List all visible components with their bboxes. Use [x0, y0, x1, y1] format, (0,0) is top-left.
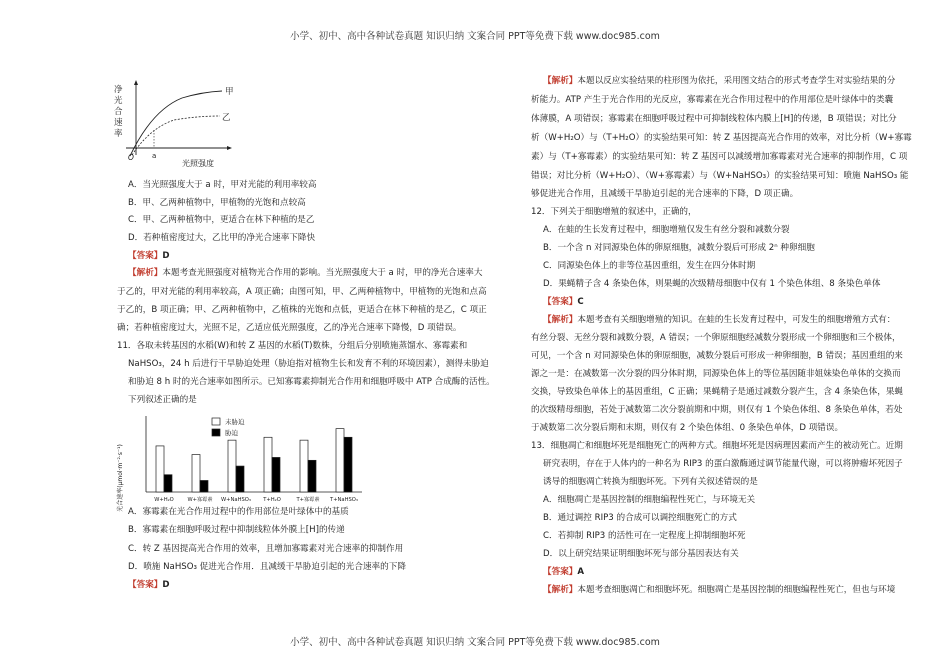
- q11-stem-line-4: 下列叙述正确的是: [128, 395, 197, 405]
- legend-swatch: [212, 418, 220, 425]
- q11-option-b: B．寡霉素在细胞呼吸过程中抑制线粒体外膜上[H]的传递: [128, 525, 345, 535]
- ylabel-char: 净: [114, 85, 123, 95]
- q10-answer: [128, 250, 170, 262]
- analysis-text: 本题以反应实验结果的柱形图为依托，采用图文结合的形式考查学生对实验结果的分: [577, 76, 896, 86]
- legend-label: 胁迫: [225, 429, 238, 437]
- q10-option-c: C．甲、乙两种植物中，更适合在林下种植的是乙: [128, 215, 315, 225]
- q13-stem-line-1: 13．细胞凋亡和细胞坏死是细胞死亡的两种方式。细胞坏死是因病理因素而产生的被动死亡。近期: [531, 441, 903, 451]
- analysis-label: 【解析】: [543, 315, 578, 325]
- graph-ylabel: [114, 84, 123, 139]
- analysis-text: 本题考查细胞凋亡和细胞坏死。细胞凋亡是基因控制的细胞编程性死亡，但也与环境: [577, 585, 896, 595]
- q11-stem-line-1: 11．各取未转基因的水稻(W)和转 Z 基因的水稻(T)数株，分组后分别喷施蒸馏水、寡霉素和: [117, 341, 468, 351]
- q12-analysis-line-4: 源之一是：在减数第一次分裂的四分体时期，同源染色体上的等位基因随非姐妹染色单体的交换而: [531, 369, 901, 379]
- q13-option-d: D．以上研究结果证明细胞坏死与部分基因表达有关: [543, 549, 739, 559]
- q11-stem-line-2: NaHSO₃，24 h 后进行干旱胁迫处理（胁迫指对植物生长和发育不利的环境因素），测得未胁迫: [128, 359, 489, 369]
- ylabel-char: 合: [114, 107, 123, 117]
- q11-option-d: D．喷施 NaHSO₃ 促进光合作用．且减缓干旱胁迫引起的光合速率的下降: [128, 562, 406, 572]
- chart-bar: [156, 446, 164, 492]
- curve-jia-label: 甲: [225, 87, 234, 97]
- q12-analysis-line-5: 交换，导致染色单体上的基因重组，C 正确；果蝇精子是通过减数分裂产生，含 4 条染色体，果蝇: [531, 387, 904, 397]
- legend-label: 未胁迫: [225, 418, 245, 426]
- q10-analysis-line-3: 于乙的，B 项正确；甲、乙两种植物中，乙植株的光饱和点低，更适合在林下种植的是乙，C 项正: [117, 305, 487, 315]
- q11-option-c: C．转 Z 基因提高光合作用的效率，且增加寡霉素对光合速率的抑制作用: [128, 544, 404, 554]
- chart-ylabel: 光合速率(μmol·m⁻²·s⁻¹): [117, 444, 124, 512]
- q13-option-c: C．若抑制 RIP3 的活性可在一定程度上抑制细胞坏死: [543, 531, 746, 541]
- answer-label: 【答案】: [543, 567, 578, 577]
- answer-label: 【答案】: [128, 580, 163, 590]
- chart-bar: [200, 480, 208, 492]
- q11-analysis-line-1: [543, 75, 895, 87]
- chart-bar: [300, 440, 308, 492]
- ylabel-char: 速: [114, 118, 123, 128]
- q11-analysis-line-5: 素）与（T+寡霉素）的实验结果可知：转 Z 基因可以减缓增加寡霉素对光合速率的抑制作用，C 项: [531, 152, 908, 162]
- q12-answer: [543, 296, 584, 308]
- chart-bar: [164, 475, 172, 492]
- q10-analysis-line-4: 确；若种植密度过大，光照不足，乙适应低光照强度，乙的净光合速率下降慢，D 项错误。: [117, 323, 462, 333]
- answer-label: 【答案】: [543, 297, 578, 307]
- answer-label: 【答案】: [128, 251, 163, 261]
- chart-legend: [212, 417, 245, 437]
- answer-value: D: [162, 251, 170, 261]
- graph-xlabel: 光照强度: [182, 159, 214, 168]
- q13-stem-line-2: 研究表明，存在于人体内的一种名为 RIP3 的蛋白激酶通过调节能量代谢，可以将肿瘤坏死因子: [543, 459, 903, 469]
- q11-stem-line-3: 和胁迫 8 h 时的光合速率如图所示。已知寡霉素抑制光合作用和细胞呼吸中 ATP 合成酶的活性。: [128, 377, 495, 387]
- analysis-label: 【解析】: [128, 268, 163, 278]
- chart-category-label: T+NaHSO₃: [330, 497, 358, 503]
- chart-category-label: W+H₂O: [154, 497, 174, 503]
- ylabel-char: 率: [114, 129, 123, 139]
- page-footer: 小学、初中、高中各种试卷真题 知识归纳 文案合同 PPT等免费下载 www.doc985.com: [290, 637, 660, 648]
- curve-yi: [132, 116, 220, 155]
- q12-stem: 12．下列关于细胞增殖的叙述中，正确的，: [531, 207, 697, 217]
- chart-category-label: T+寡霉素: [296, 497, 320, 503]
- q13-analysis-line-1: [543, 584, 895, 596]
- chart-bar: [344, 437, 352, 492]
- q12-analysis-line-1: [543, 314, 895, 326]
- analysis-text: 本题考查有关细胞增殖的知识。在蛙的生长发育过程中，可发生的细胞增殖方式有：: [577, 315, 896, 325]
- q11-analysis-line-3: 体薄膜，A 项错误；寡霉素在细胞呼吸过程中可抑制线粒体内膜上[H]的传递，B 项错误；对比分: [531, 114, 897, 124]
- chart-bar: [336, 429, 344, 492]
- answer-value: D: [162, 580, 170, 590]
- q11-option-a: A．寡霉素在光合作用过程中的作用部位是叶绿体中的基质: [128, 507, 349, 517]
- chart-category-label: T+H₂O: [263, 497, 281, 503]
- chart-bar: [192, 455, 200, 492]
- q13-stem-line-3: 诱导的细胞凋亡转换为细胞坏死。下列有关叙述错误的是: [543, 477, 758, 487]
- q12-analysis-line-7: 于减数第二次分裂后期和末期，则仅有 2 个染色体组、0 条染色单体，D 项错误。: [531, 423, 844, 433]
- q12-analysis-line-6: 的次级精母细胞，若处于减数第二次分裂前期和中期，则仅有 1 个染色体组、8 条染色单体，若处: [531, 405, 903, 415]
- q12-analysis-line-3: 可见，一个含 n 对同源染色体的卵原细胞，减数分裂后可形成一种卵细胞，B 错误；基因重组的来: [531, 351, 903, 361]
- analysis-label: 【解析】: [543, 76, 578, 86]
- chart-bar: [236, 466, 244, 492]
- q12-option-d: D．果蝇精子含 4 条染色体，则果蝇的次级精母细胞中仅有 1 个染色体组、8 条染色单体: [543, 279, 881, 289]
- graph-a-label: a: [152, 152, 157, 160]
- q12-option-b: B．一个含 n 对同源染色体的卵原细胞，减数分裂后可形成 2ⁿ 种卵细胞: [543, 243, 815, 253]
- curve-jia: [130, 91, 222, 156]
- q10-analysis-line-1: [128, 267, 483, 279]
- q11-analysis-line-2: 析能力。ATP 产生于光合作用的光反应，寡霉素在光合作用过程中的作用部位是叶绿体中的类囊: [531, 95, 894, 105]
- q12-option-c: C．同源染色体上的非等位基因重组，发生在四分体时期: [543, 261, 756, 271]
- q11-analysis-line-6: 错误；对比分析（W+H₂O）、（W+寡霉素）与（W+NaHSO₃）的实验结果可知：喷施 NaHSO₃ 能: [531, 171, 909, 181]
- q12-option-a: A．在蛙的生长发育过程中，细胞增殖仅发生有丝分裂和减数分裂: [543, 225, 790, 235]
- q11-answer: [128, 579, 170, 591]
- chart-bar: [264, 437, 272, 492]
- q10-analysis-line-2: 于乙的，甲对光能的利用率较高，A 项正确；由图可知，甲、乙两种植物中，甲植物的光饱和点高: [117, 287, 487, 297]
- curve-yi-label: 乙: [222, 113, 231, 123]
- q10-option-d: D．若种植密度过大，乙比甲的净光合速率下降快: [128, 233, 316, 243]
- chart-category-label: W+寡霉素: [187, 497, 213, 503]
- q12-analysis-line-2: 有丝分裂、无丝分裂和减数分裂，A 错误；一个卵原细胞经减数分裂形成一个卵细胞和三个极体，: [531, 333, 901, 343]
- legend-swatch: [212, 429, 220, 436]
- q13-option-b: B．通过调控 RIP3 的合成可以调控细胞死亡的方式: [543, 513, 737, 523]
- chart-category-label: W+NaHSO₃: [221, 497, 251, 503]
- chart-bar: [272, 457, 280, 492]
- ylabel-char: 光: [114, 96, 123, 106]
- chart-bar: [228, 440, 236, 492]
- q13-option-a: A．细胞凋亡是基因控制的细胞编程性死亡，与环境无关: [543, 495, 756, 505]
- q13-answer: [543, 566, 584, 578]
- page-header: 小学、初中、高中各种试卷真题 知识归纳 文案合同 PPT等免费下载 www.doc985.com: [290, 31, 660, 42]
- answer-value: C: [577, 297, 584, 307]
- q11-analysis-line-4: 析（W+H₂O）与（T+H₂O）的实验结果可知：转 Z 基因提高光合作用的效率，对比分析（W+寡霉: [531, 133, 912, 143]
- analysis-label: 【解析】: [543, 585, 578, 595]
- analysis-text: 本题考查光照强度对植物光合作用的影响。当光照强度大于 a 时，甲的净光合速率大: [162, 268, 483, 278]
- q10-option-a: A．当光照强度大于 a 时，甲对光能的利用率较高: [128, 180, 317, 190]
- q10-light-curve-graph: [112, 80, 262, 172]
- answer-value: A: [577, 567, 585, 577]
- graph-origin: O: [128, 153, 134, 162]
- q10-option-b: B．甲、乙两种植物中，甲植物的光饱和点较高: [128, 198, 306, 208]
- chart-bar: [308, 460, 316, 492]
- q11-analysis-line-7: 够促进光合作用，且减缓干旱胁迫引起的光合速率的下降，D 项正确。: [531, 189, 799, 199]
